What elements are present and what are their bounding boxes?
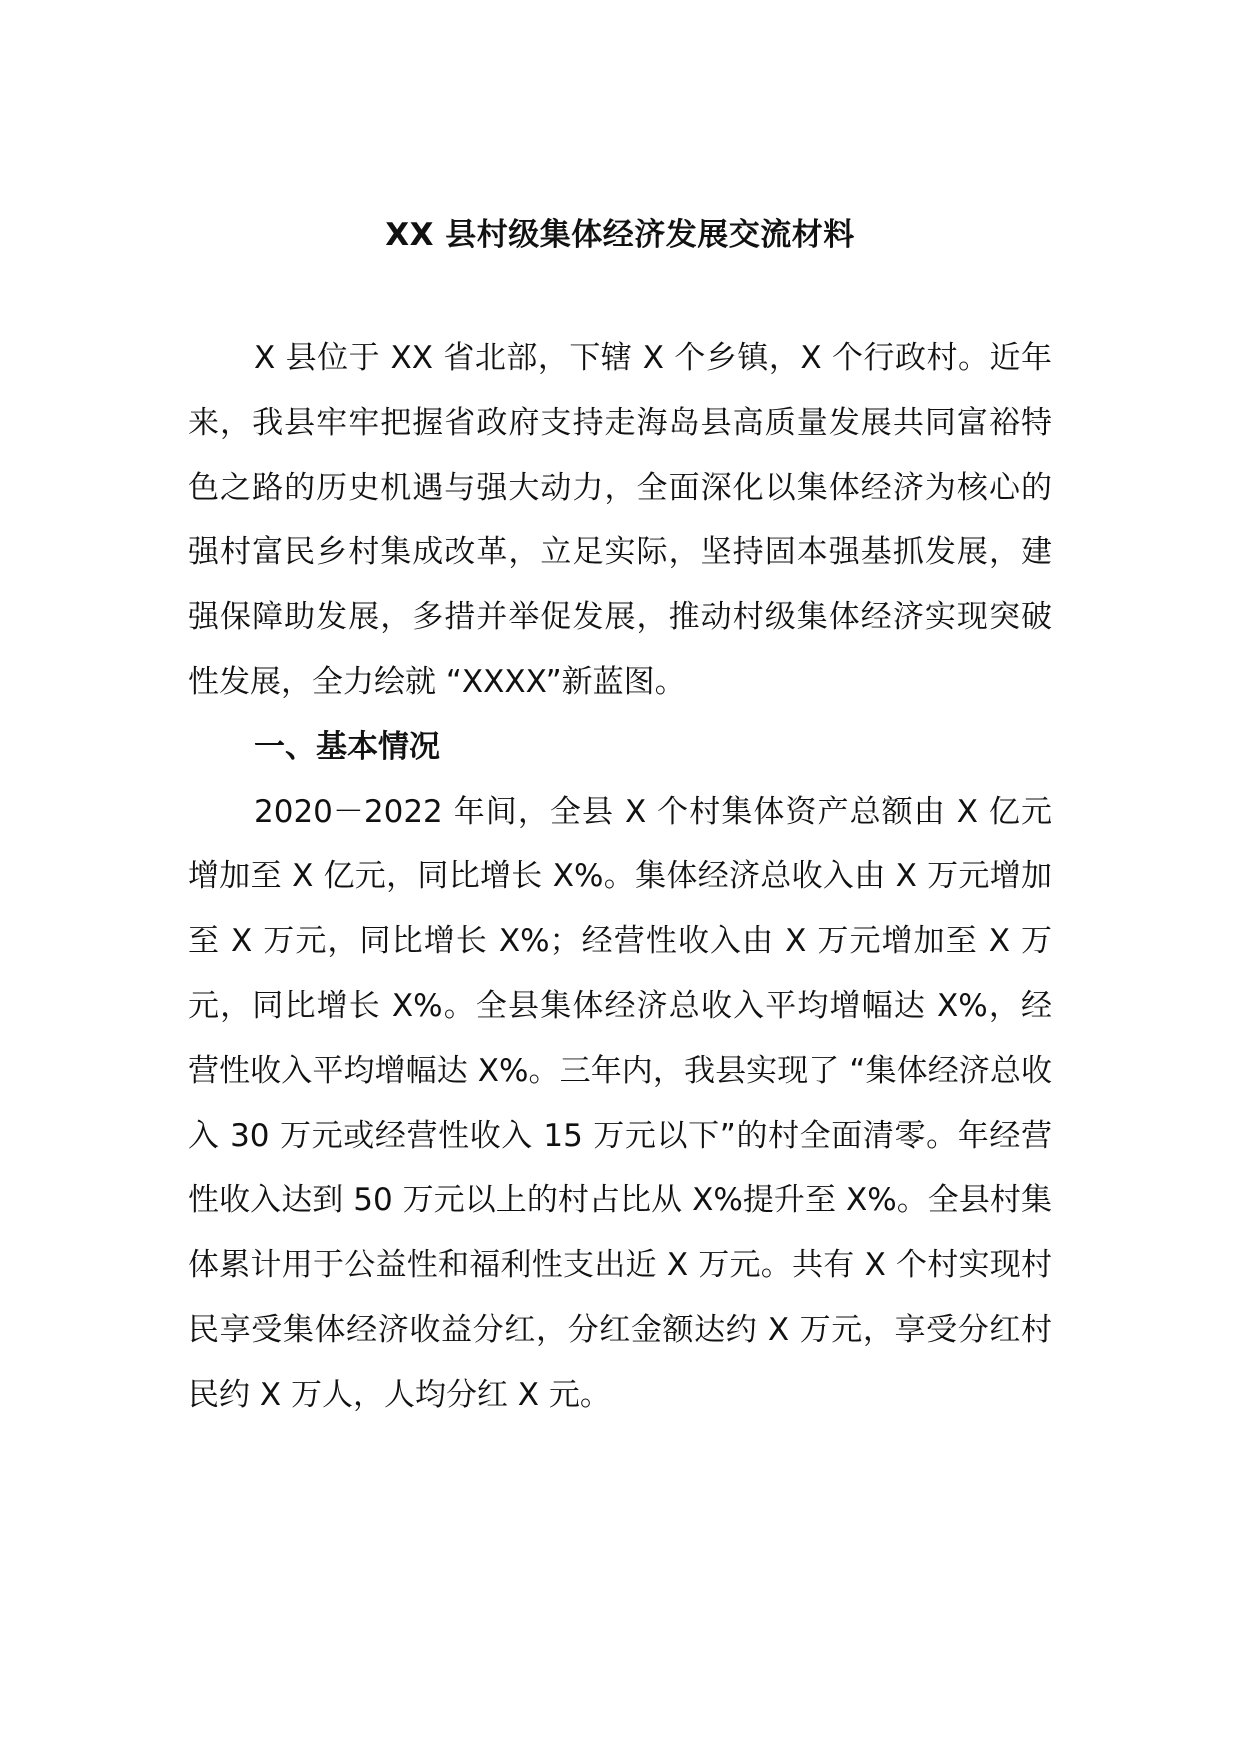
basic-situation-paragraph: 2020－2022 年间，全县 X 个村集体资产总额由 X 亿元增加至 X 亿元，同比增长 X%。集体经济总收入由 X 万元增加至 X 万元，同比增长 X%；经营性收入由 X 万元增加至 X 万元，同比增长 X%。全县集体经济总收入平均增幅达 X%，经营性收入平均增幅达 X%。三年内，我县实现了 “集体经济总收入 30 万元或经营性收入 15 万元以下”的村全面清零。年经营性收入达到 50 万元以上的村占比从 X%提升至 X%。全县村集体累计用于公益性和福利性支出近 X 万元。共有 X 个村实现村民享受集体经济收益分红，分红金额达约 X 万元，享受分红村民约 X 万人，人均分红 X 元。 <box>188 793 1052 1413</box>
intro-block <box>188 326 1052 1428</box>
document-title: XX 县村级集体经济发展交流材料 <box>385 217 855 253</box>
section-heading: 一、基本情况 <box>254 728 440 765</box>
intro-paragraph: X 县位于 XX 省北部，下辖 X 个乡镇，X 个行政村。近年来，我县牢牢把握省政府支持走海岛县高质量发展共同富裕特色之路的历史机遇与强大动力，全面深化以集体经济为核心的强村富民乡村集成改革，立足实际，坚持固本强基抓发展，建强保障助发展，多措并举促发展，推动村级集体经济实现突破性发展，全力绘就 “XXXX”新蓝图。 <box>188 340 1052 700</box>
